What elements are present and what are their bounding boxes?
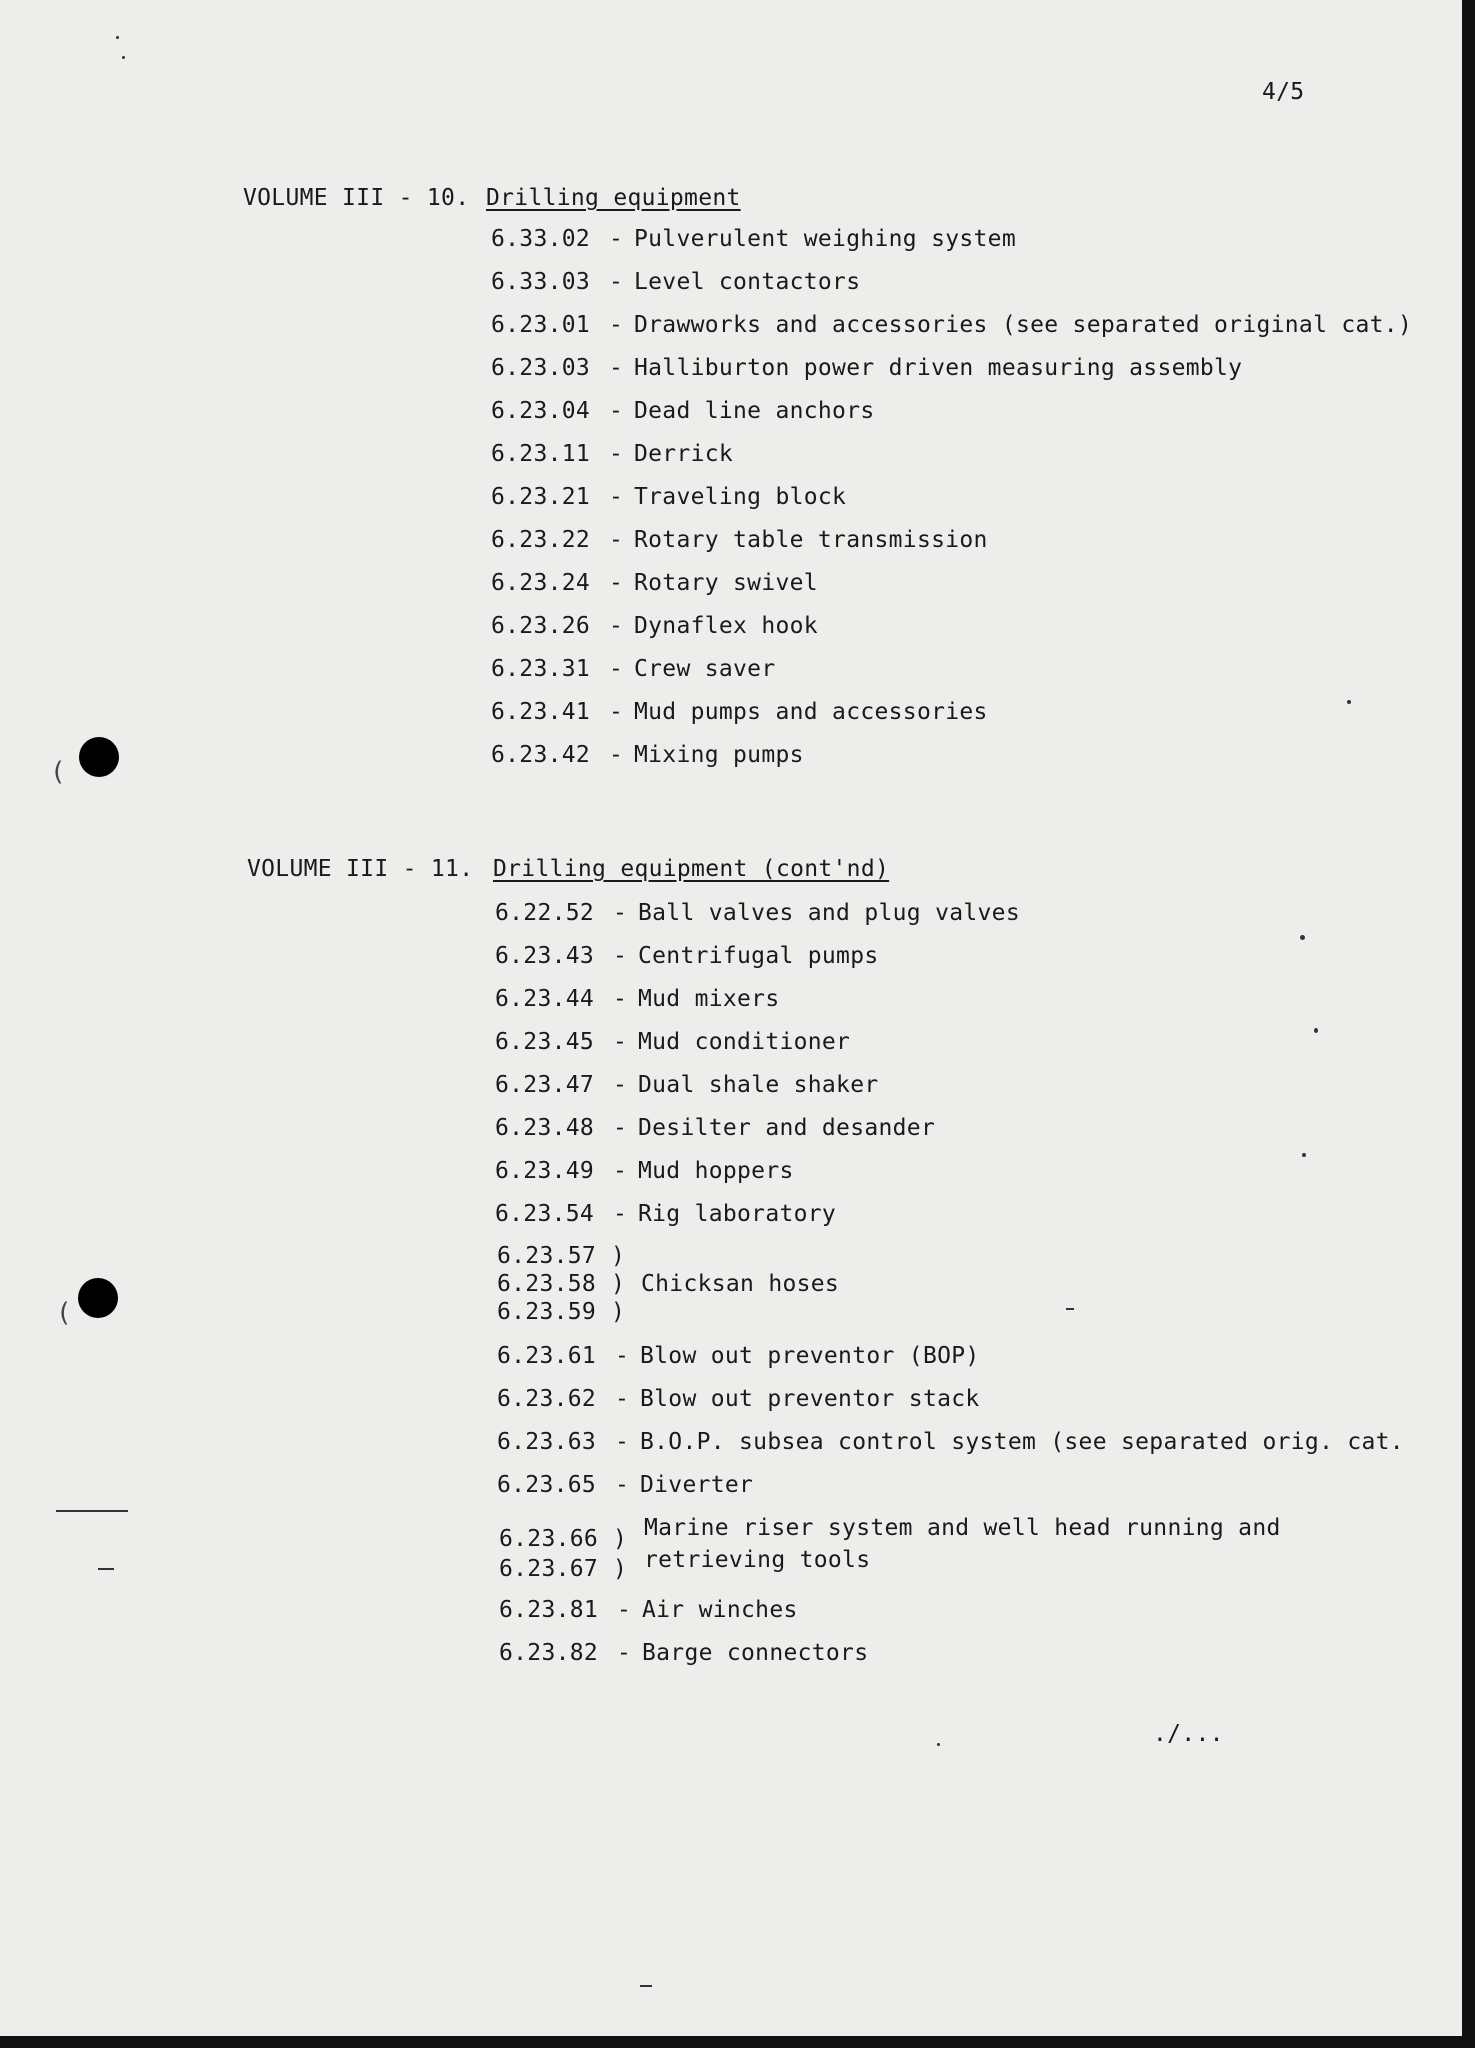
item-dash: - <box>609 527 624 553</box>
item-code: 6.23.82 <box>499 1640 599 1666</box>
item-dash: - <box>613 900 628 926</box>
item-code: 6.23.31 <box>491 656 591 682</box>
item-code: 6.23.47 <box>495 1072 595 1098</box>
item-dash: - <box>609 699 624 725</box>
scan-line <box>1066 1308 1074 1310</box>
item-code: 6.23.61 <box>497 1343 597 1369</box>
item-code: 6.23.43 <box>495 943 595 969</box>
item-description: Desilter and desander <box>638 1115 936 1141</box>
scan-speck <box>1300 935 1305 940</box>
chicksan-code-1: 6.23.57 <box>497 1243 597 1269</box>
item-code: 6.23.48 <box>495 1115 595 1141</box>
continuation-mark: ./... <box>1153 1721 1224 1747</box>
scan-line <box>98 1568 114 1570</box>
item-description: Barge connectors <box>642 1640 869 1666</box>
item-description: Dynaflex hook <box>634 613 818 639</box>
item-code: 6.23.54 <box>495 1201 595 1227</box>
item-description: B.O.P. subsea control system (see separated orig. cat. <box>640 1429 1404 1455</box>
item-dash: - <box>615 1472 630 1498</box>
item-description: Air winches <box>642 1597 798 1623</box>
item-code: 6.23.01 <box>491 312 591 338</box>
item-description: Rig laboratory <box>638 1201 837 1227</box>
item-code: 6.23.65 <box>497 1472 597 1498</box>
item-dash: - <box>615 1386 630 1412</box>
item-description: Mixing pumps <box>634 742 804 768</box>
punch-hole-top <box>79 737 119 777</box>
item-description: Derrick <box>634 441 734 467</box>
item-dash: - <box>613 1115 628 1141</box>
item-description: Drawworks and accessories (see separated original cat.) <box>634 312 1413 338</box>
item-description: Mud hoppers <box>638 1158 794 1184</box>
item-code: 6.23.42 <box>491 742 591 768</box>
item-dash: - <box>609 742 624 768</box>
page-number: 4/5 <box>1262 79 1305 105</box>
item-code: 6.23.44 <box>495 986 595 1012</box>
scan-line <box>56 1510 128 1512</box>
item-dash: - <box>609 269 624 295</box>
item-description: Diverter <box>640 1472 754 1498</box>
item-code: 6.23.04 <box>491 398 591 424</box>
item-code: 6.23.49 <box>495 1158 595 1184</box>
item-description: Blow out preventor stack <box>640 1386 980 1412</box>
item-description: Dead line anchors <box>634 398 875 424</box>
item-code: 6.23.62 <box>497 1386 597 1412</box>
item-dash: - <box>613 943 628 969</box>
punch-hole-bottom <box>78 1278 118 1318</box>
item-code: 6.23.41 <box>491 699 591 725</box>
scan-speck <box>116 36 119 39</box>
item-description: Halliburton power driven measuring assembly <box>634 355 1243 381</box>
item-code: 6.23.22 <box>491 527 591 553</box>
chicksan-text: Chicksan hoses <box>641 1271 840 1297</box>
section-10-heading-title: Drilling equipment <box>486 185 741 211</box>
item-dash: - <box>617 1597 632 1623</box>
item-description: Blow out preventor (BOP) <box>640 1343 980 1369</box>
item-dash: - <box>613 1201 628 1227</box>
section-11-heading-title: Drilling equipment (cont'nd) <box>493 856 890 882</box>
item-dash: - <box>615 1429 630 1455</box>
riser-bracket-1: ) <box>613 1526 628 1552</box>
item-dash: - <box>613 1072 628 1098</box>
item-description: Rotary table transmission <box>634 527 988 553</box>
item-code: 6.23.21 <box>491 484 591 510</box>
item-dash: - <box>613 1029 628 1055</box>
chicksan-bracket-3: ) <box>611 1299 626 1325</box>
item-description: Dual shale shaker <box>638 1072 879 1098</box>
item-dash: - <box>609 570 624 596</box>
item-dash: - <box>617 1640 632 1666</box>
scan-speck <box>1347 700 1351 704</box>
item-dash: - <box>609 398 624 424</box>
item-description: Level contactors <box>634 269 861 295</box>
riser-text-line-2: retrieving tools <box>644 1547 871 1573</box>
item-description: Centrifugal pumps <box>638 943 879 969</box>
item-code: 6.33.03 <box>491 269 591 295</box>
hole-edge-mark-bottom: ( <box>56 1298 72 1328</box>
chicksan-code-3: 6.23.59 <box>497 1299 597 1325</box>
riser-bracket-2: ) <box>613 1556 628 1582</box>
item-dash: - <box>609 355 624 381</box>
scan-line <box>640 1985 652 1987</box>
item-description: Mud mixers <box>638 986 780 1012</box>
riser-code-1: 6.23.66 <box>499 1526 599 1552</box>
scan-speck <box>937 1743 940 1746</box>
scan-speck <box>1302 1153 1306 1157</box>
item-dash: - <box>613 986 628 1012</box>
item-code: 6.33.02 <box>491 226 591 252</box>
section-11-heading-prefix: VOLUME III - 11. <box>247 856 474 882</box>
item-code: 6.23.45 <box>495 1029 595 1055</box>
item-description: Crew saver <box>634 656 776 682</box>
item-dash: - <box>609 441 624 467</box>
chicksan-code-2: 6.23.58 <box>497 1271 597 1297</box>
item-code: 6.22.52 <box>495 900 595 926</box>
item-dash: - <box>615 1343 630 1369</box>
riser-code-2: 6.23.67 <box>499 1556 599 1582</box>
item-code: 6.23.26 <box>491 613 591 639</box>
item-code: 6.23.24 <box>491 570 591 596</box>
item-description: Rotary swivel <box>634 570 818 596</box>
item-dash: - <box>609 613 624 639</box>
item-code: 6.23.03 <box>491 355 591 381</box>
item-dash: - <box>609 656 624 682</box>
hole-edge-mark-top: ( <box>50 757 66 787</box>
chicksan-bracket-1: ) <box>611 1243 626 1269</box>
item-code: 6.23.81 <box>499 1597 599 1623</box>
item-dash: - <box>609 226 624 252</box>
item-code: 6.23.11 <box>491 441 591 467</box>
item-description: Pulverulent weighing system <box>634 226 1016 252</box>
item-dash: - <box>609 484 624 510</box>
chicksan-bracket-2: ) <box>611 1271 626 1297</box>
item-description: Mud pumps and accessories <box>634 699 988 725</box>
riser-text-line-1: Marine riser system and well head running and <box>644 1515 1281 1541</box>
item-dash: - <box>613 1158 628 1184</box>
item-description: Ball valves and plug valves <box>638 900 1020 926</box>
item-code: 6.23.63 <box>497 1429 597 1455</box>
scan-speck <box>1314 1028 1318 1033</box>
item-dash: - <box>609 312 624 338</box>
scan-speck <box>122 56 125 59</box>
section-10-heading-prefix: VOLUME III - 10. <box>243 185 470 211</box>
item-description: Traveling block <box>634 484 847 510</box>
item-description: Mud conditioner <box>638 1029 851 1055</box>
